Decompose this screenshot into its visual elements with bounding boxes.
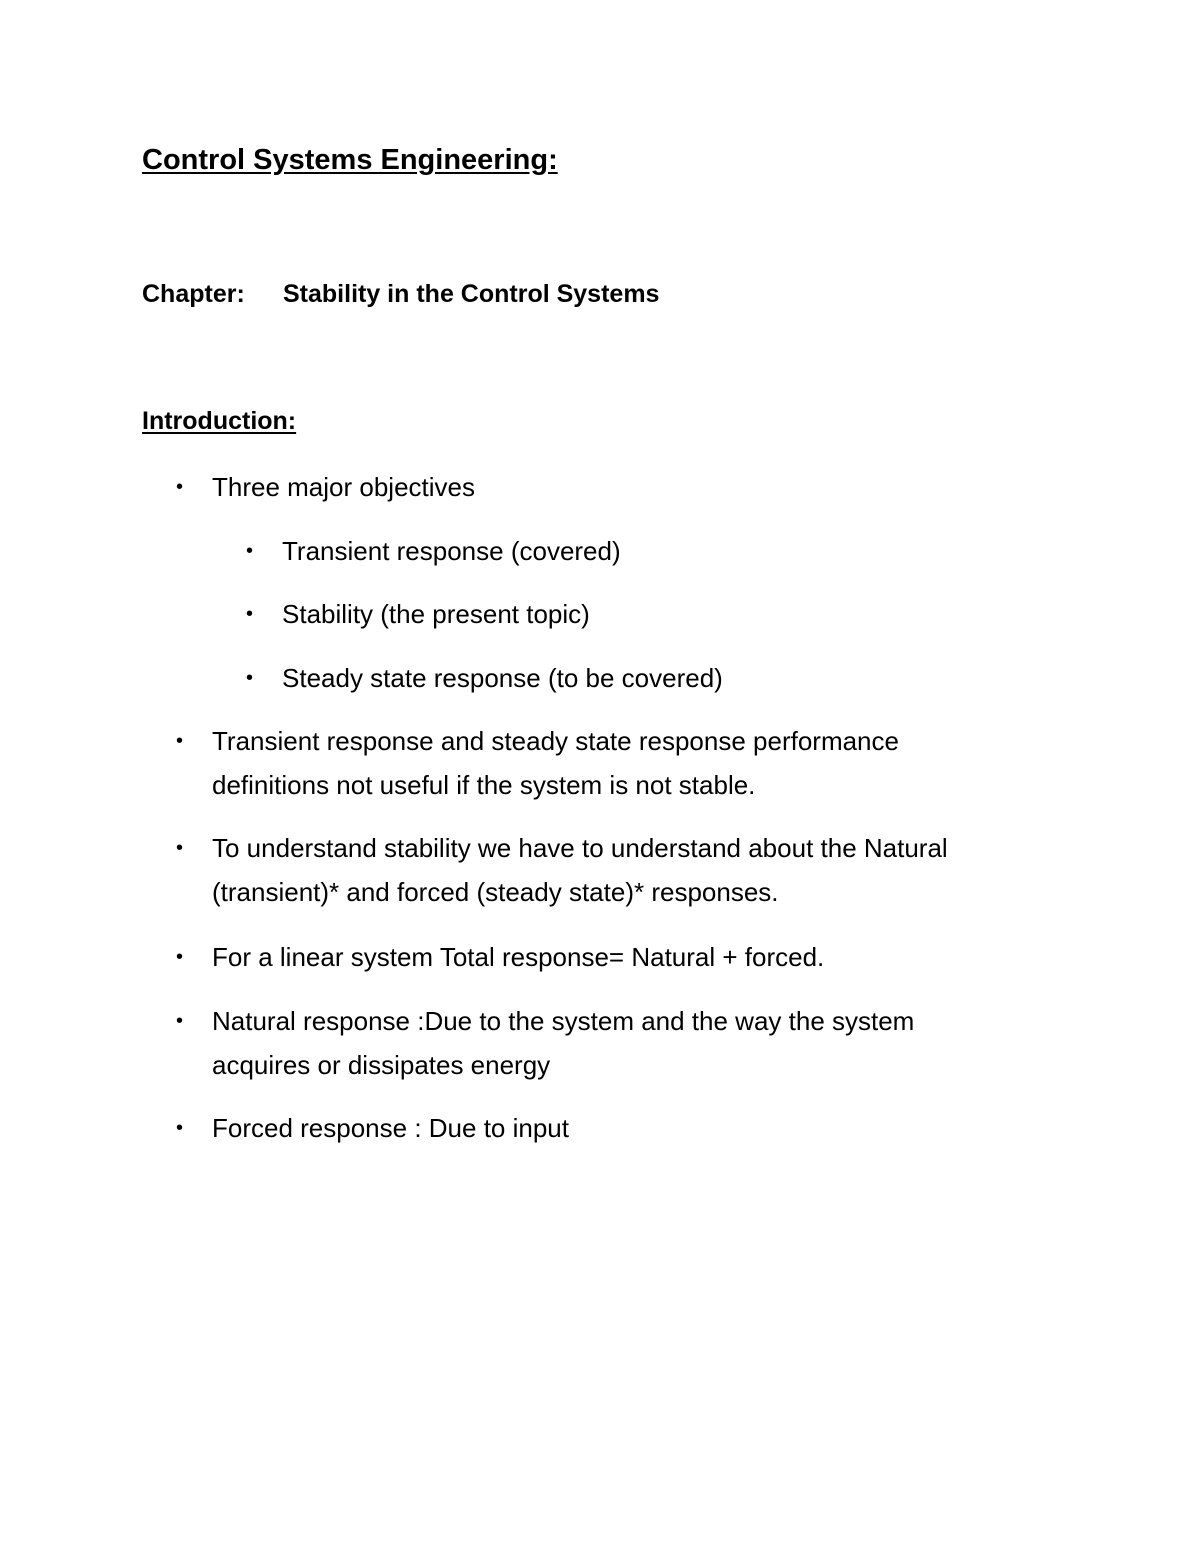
- sub-list-item-text: Steady state response (to be covered): [282, 663, 723, 693]
- bullet-icon: •: [176, 1117, 184, 1139]
- list-item-text: For a linear system Total response= Natural + forced.: [212, 942, 825, 972]
- sub-list-item-text: Transient response (covered): [282, 536, 621, 566]
- list-item-text: (transient)* and forced (steady state)* responses.: [212, 877, 779, 907]
- bullet-icon: •: [176, 1010, 184, 1032]
- section-heading: Introduction:: [142, 407, 297, 435]
- bullet-icon: •: [176, 946, 184, 968]
- bullet-icon: •: [246, 540, 254, 562]
- bullet-icon: •: [176, 837, 184, 859]
- bullet-icon: •: [246, 667, 254, 689]
- list-item-text: Transient response and steady state response performance: [212, 726, 899, 756]
- list-item-text: definitions not useful if the system is not stable.: [212, 770, 756, 800]
- bullet-icon: •: [246, 603, 254, 625]
- chapter-name: Stability in the Control Systems: [283, 280, 660, 308]
- list-item-text: Three major objectives: [212, 472, 475, 502]
- bullet-icon: •: [176, 730, 184, 752]
- sub-list-item-text: Stability (the present topic): [282, 599, 590, 629]
- chapter-line: [142, 280, 660, 309]
- bullet-icon: •: [176, 476, 184, 498]
- list-item-text: acquires or dissipates energy: [212, 1050, 551, 1080]
- document-title: Control Systems Engineering:: [142, 144, 558, 176]
- list-item-text: Forced response : Due to input: [212, 1113, 569, 1143]
- chapter-label: Chapter:: [142, 280, 245, 308]
- list-item-text: Natural response :Due to the system and the way the system: [212, 1006, 915, 1036]
- list-item-text: To understand stability we have to understand about the Natural: [212, 833, 948, 863]
